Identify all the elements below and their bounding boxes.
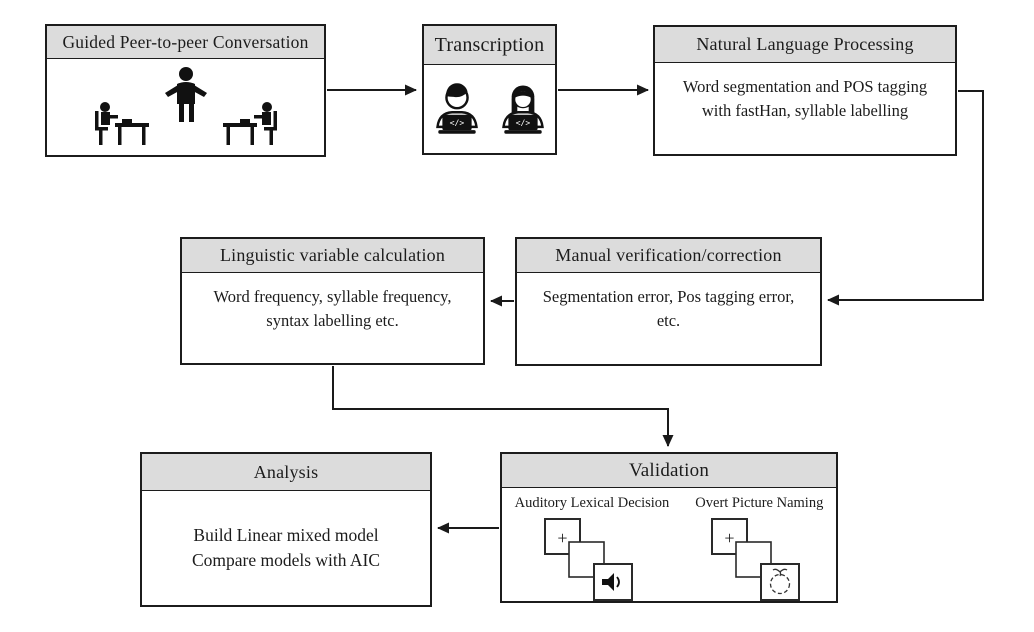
box-transcription-title: Transcription <box>424 26 555 65</box>
box-conversation-body <box>47 59 324 155</box>
box-linguistic <box>180 237 485 365</box>
box-manual-body: Segmentation error, Pos tagging error, etc. <box>542 287 795 330</box>
presenter-icon <box>165 67 207 122</box>
box-linguistic-body: Word frequency, syllable frequency, syntax labelling etc. <box>213 287 452 330</box>
box-manual <box>515 237 822 366</box>
analysis-line-1: Build Linear mixed model <box>193 524 379 545</box>
box-nlp-title: Natural Language Processing <box>655 27 955 63</box>
box-linguistic-title: Linguistic variable calculation <box>182 239 483 273</box>
overt-picture-naming-task <box>695 493 823 604</box>
stimulus-card <box>761 564 799 600</box>
box-transcription-body <box>424 65 555 153</box>
box-analysis <box>140 452 432 607</box>
auditory-task-label: Auditory Lexical Decision <box>514 495 670 511</box>
box-analysis-body <box>142 491 430 605</box>
auditory-trial-cards <box>542 516 642 604</box>
box-conversation <box>45 24 326 157</box>
person-at-laptop-male-icon <box>431 82 483 136</box>
box-manual-title: Manual verification/correction <box>517 239 820 273</box>
box-nlp <box>653 25 957 156</box>
box-transcription <box>422 24 557 155</box>
conversation-scene-icon <box>91 65 281 149</box>
box-validation-body <box>502 488 836 604</box>
box-conversation-title: Guided Peer-to-peer Conversation <box>47 26 324 59</box>
arrow-linguistic-to-validation <box>333 366 668 446</box>
box-validation-title: Validation <box>502 454 836 488</box>
fixation-cross-glyph: + <box>557 528 568 549</box>
naming-trial-cards <box>709 516 809 604</box>
box-analysis-title: Analysis <box>142 454 430 491</box>
person-at-laptop-female-icon <box>497 82 549 136</box>
auditory-lexical-decision-task <box>515 493 670 604</box>
fixation-cross-glyph: + <box>724 528 735 549</box>
seated-person-desk-right-icon <box>223 102 277 145</box>
seated-person-desk-left-icon <box>95 102 149 145</box>
box-validation <box>500 452 838 603</box>
analysis-line-2: Compare models with AIC <box>191 550 381 570</box>
naming-task-label: Overt Picture Naming <box>695 495 824 511</box>
box-nlp-body: Word segmentation and POS tagging with fastHan, syllable labelling <box>682 77 928 120</box>
laptop-code-glyph: </> <box>449 117 464 128</box>
laptop-code-glyph: </> <box>515 117 530 128</box>
